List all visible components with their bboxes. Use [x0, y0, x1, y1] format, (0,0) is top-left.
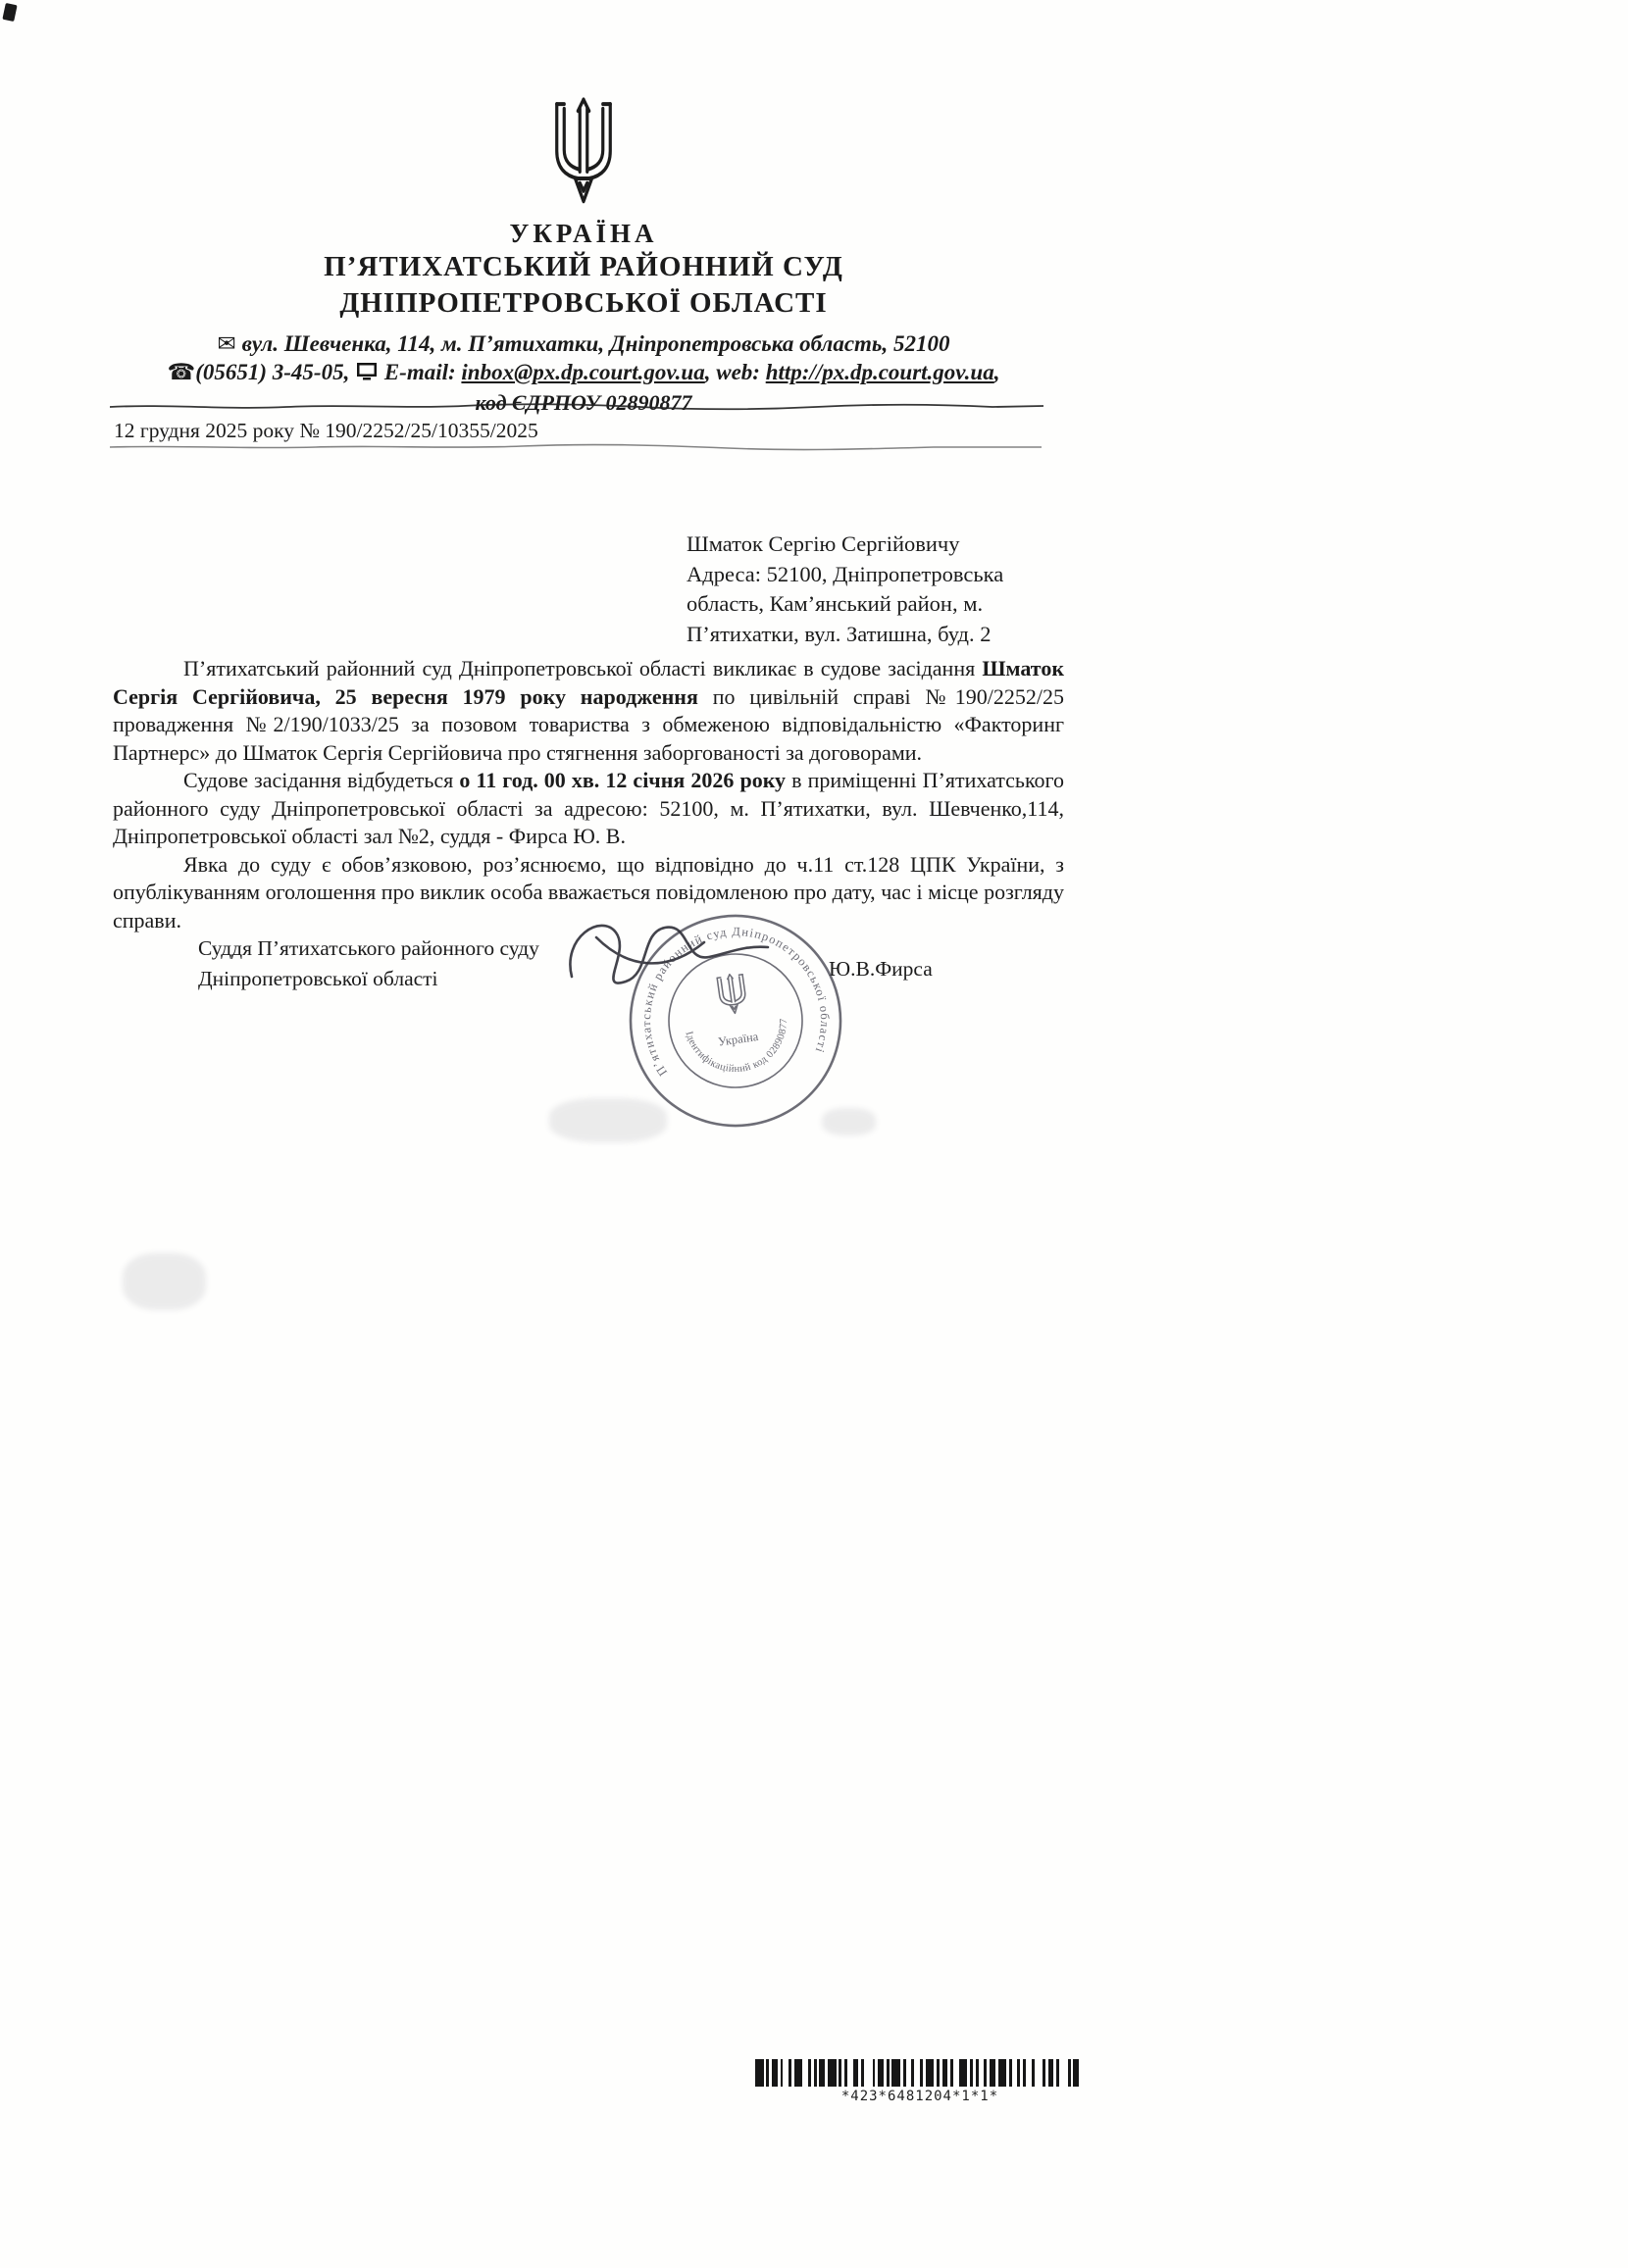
- hearing-location-text: в приміщенні П’ятихатського районного суду Дніпропетровської області за адресою: 52100, м. П’ятихатки, вул. Шевченко,114, Дніпропетровської області зал №2, суддя - Фирса Ю. В.: [113, 768, 1064, 848]
- scan-smudge: [549, 1098, 667, 1142]
- stamp-inner-text: Ідентифікаційний код 02890877: [683, 1018, 790, 1076]
- letterhead: [118, 96, 1049, 416]
- stamp-ring-text: П’ятихатський районний суд Дніпропетровської області: [638, 924, 833, 1079]
- scan-smudge: [123, 1253, 206, 1310]
- separator: ,: [704, 360, 711, 384]
- phone-icon: ☎: [167, 360, 196, 385]
- mail-icon: ✉: [217, 331, 236, 357]
- recipient-address-2: область, Кам’янський район, м.: [687, 591, 984, 616]
- ukraine-trident-emblem: [537, 96, 630, 206]
- scan-smudge: [822, 1108, 876, 1135]
- outgoing-date-number: 12 грудня 2025 року № 190/2252/25/10355/2025: [114, 419, 538, 442]
- summons-text: П’ятихатський районний суд Дніпропетровської області викликає в судове засідання: [183, 656, 983, 680]
- paragraph-summons: [113, 655, 1064, 767]
- judge-handwritten-signature: [557, 908, 812, 1006]
- web-label: web:: [716, 360, 760, 384]
- recipient-address-1: Адреса: 52100, Дніпропетровська: [687, 561, 1004, 586]
- letter-body: [113, 655, 1064, 934]
- separator: ,: [993, 360, 1000, 384]
- letterhead-divider: [110, 402, 1043, 412]
- barcode-caption: *423*6481204*1*1*: [840, 2089, 999, 2104]
- country-name: УКРАЇНА: [509, 219, 658, 248]
- paragraph-obligation: Явка до суду є обов’язковою, роз’яснюємо, що відповідно до ч.11 ст.128 ЦПК України, з опублікуванням оголошення про виклик особа вважається повідомленою про дату, час і місце розгляду справи.: [113, 851, 1064, 932]
- signature-block: [198, 933, 539, 994]
- recipient-block: [687, 529, 1003, 649]
- hearing-datetime-bold: о 11 год. 00 хв. 12 січня 2026 року: [459, 768, 787, 792]
- signer-title-2: Дніпропетровської області: [198, 967, 438, 990]
- defendant-name-bold: Шматок Сергія Сергійовича, 25 вересня 1979 року народження: [113, 656, 1064, 709]
- court-address: вул. Шевченка, 114, м. П’ятихатки, Дніпропетровська область, 52100: [241, 331, 950, 356]
- court-name: П’ЯТИХАТСЬКИЙ РАЙОННИЙ СУД: [324, 251, 843, 282]
- scan-speck: [2, 3, 17, 22]
- court-region: ДНІПРОПЕТРОВСЬКОЇ ОБЛАСТІ: [339, 287, 828, 319]
- barcode: [755, 2059, 1085, 2087]
- case-details-text: по цивільній справі №190/2252/25 провадження №2/190/1033/25 за позовом товариства з обмеженою відповідальністю «Факторинг Партнерс» до Шматок Сергія Сергійовича про стягнення заборгованості за договорами.: [113, 683, 1064, 765]
- email-label: E-mail:: [383, 360, 456, 384]
- phone-number: (05651) 3-45-05,: [195, 360, 350, 384]
- edrpou-code: код ЄДРПОУ 02890877: [475, 390, 692, 415]
- recipient-address-3: П’ятихатки, вул. Затишна, буд. 2: [687, 621, 992, 646]
- email-link[interactable]: inbox@px.dp.court.gov.ua: [461, 360, 705, 384]
- computer-icon: [355, 362, 379, 387]
- recipient-name: Шматок Сергію Сергійовичу: [687, 531, 960, 556]
- address-line: [118, 331, 1049, 357]
- web-link[interactable]: http://px.dp.court.gov.ua: [765, 360, 994, 384]
- stamp-center-text: Україна: [717, 1030, 760, 1049]
- hearing-intro-text: Судове засідання відбудеться: [183, 768, 460, 792]
- reference-underline: [110, 443, 1042, 451]
- contacts-line: [118, 360, 1049, 387]
- signer-title-1: Суддя П’ятихатського районного суду: [198, 936, 539, 960]
- judge-name: Ю.В.Фирса: [829, 957, 933, 981]
- barcode-block: [755, 2059, 1085, 2104]
- paragraph-hearing: [113, 767, 1064, 851]
